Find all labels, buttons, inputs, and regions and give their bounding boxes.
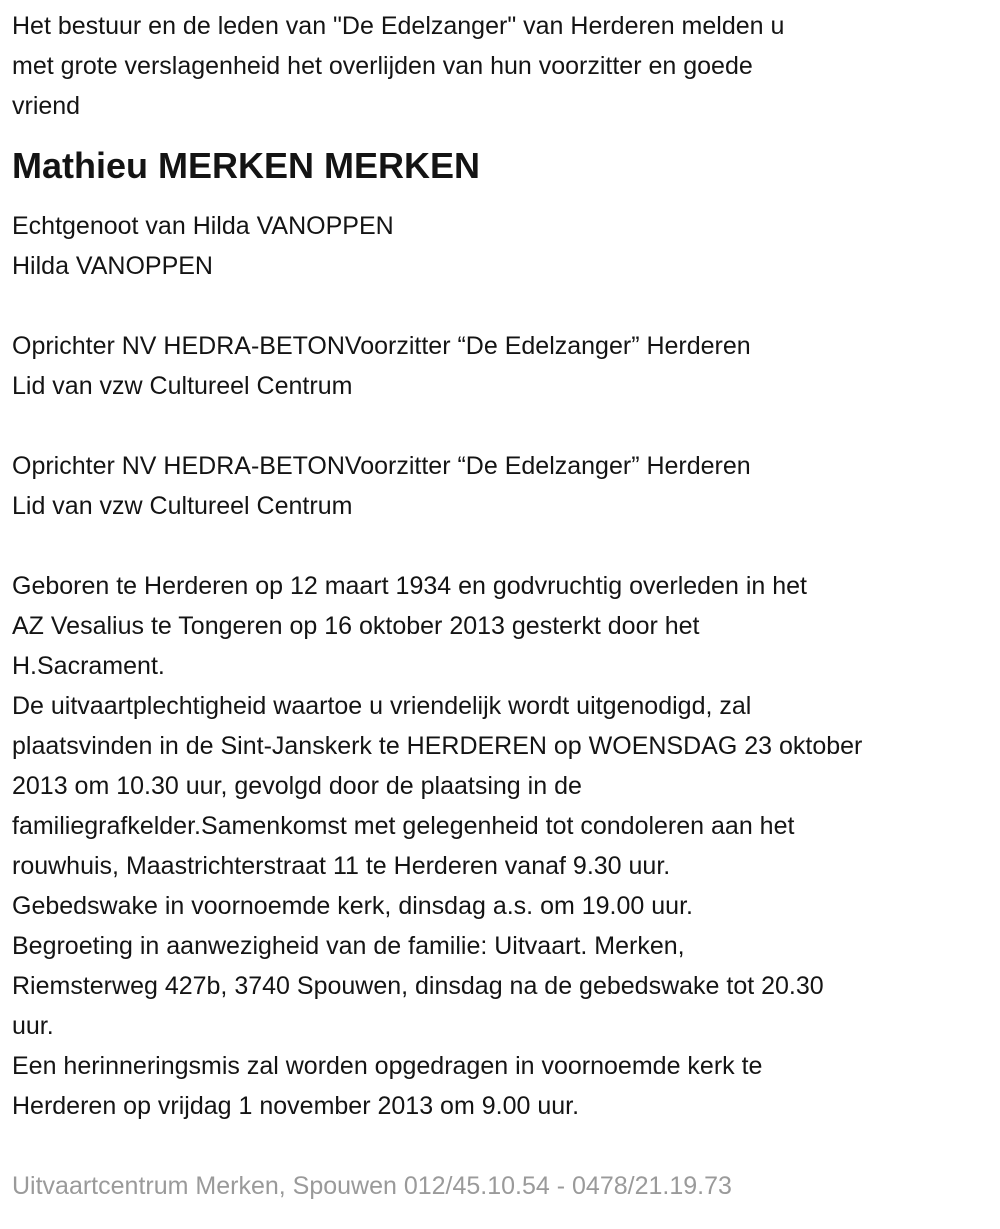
text-line: 2013 om 10.30 uur, gevolgd door de plaatsing in de [12, 772, 582, 800]
spouse-paragraph [12, 206, 997, 286]
text-line: Geboren te Herderen op 12 maart 1934 en godvruchtig overleden in het [12, 572, 807, 600]
obituary-notice [12, 6, 997, 1206]
intro-paragraph [12, 6, 997, 126]
roles-paragraph [12, 326, 997, 406]
text-line: Echtgenoot van Hilda VANOPPEN [12, 212, 394, 240]
text-line: Begroeting in aanwezigheid van de familie: Uitvaart. Merken, [12, 932, 685, 960]
text-line: Een herinneringsmis zal worden opgedragen in voornoemde kerk te [12, 1052, 763, 1080]
text-line: De uitvaartplechtigheid waartoe u vriendelijk wordt uitgenodigd, zal [12, 692, 752, 720]
text-line: uur. [12, 1012, 54, 1040]
text-line: met grote verslagenheid het overlijden van hun voorzitter en goede [12, 52, 753, 80]
text-line: H.Sacrament. [12, 652, 165, 680]
text-line: vriend [12, 92, 81, 120]
text-line: Gebedswake in voornoemde kerk, dinsdag a.s. om 19.00 uur. [12, 892, 693, 920]
deceased-name: Mathieu MERKEN MERKEN [12, 145, 481, 186]
text-line: Oprichter NV HEDRA-BETONVoorzitter “De Edelzanger” Herderen [12, 452, 751, 480]
text-line: AZ Vesalius te Tongeren op 16 oktober 2013 gesterkt door het [12, 612, 700, 640]
roles-paragraph-repeat [12, 446, 997, 526]
text-line: Lid van vzw Cultureel Centrum [12, 492, 353, 520]
text-line: Herderen op vrijdag 1 november 2013 om 9.00 uur. [12, 1092, 580, 1120]
text-line: Lid van vzw Cultureel Centrum [12, 372, 353, 400]
text-line: Hilda VANOPPEN [12, 252, 213, 280]
text-line: familiegrafkelder.Samenkomst met gelegenheid tot condoleren aan het [12, 812, 795, 840]
details-paragraph [12, 566, 997, 1126]
text-line: Riemsterweg 427b, 3740 Spouwen, dinsdag na de gebedswake tot 20.30 [12, 972, 824, 1000]
text-line: rouwhuis, Maastrichterstraat 11 te Herderen vanaf 9.30 uur. [12, 852, 671, 880]
text-line: Het bestuur en de leden van "De Edelzanger" van Herderen melden u [12, 12, 785, 40]
text-line: plaatsvinden in de Sint-Janskerk te HERDEREN op WOENSDAG 23 oktober [12, 732, 863, 760]
funeral-home-footer: Uitvaartcentrum Merken, Spouwen 012/45.10.54 - 0478/21.19.73 [12, 1172, 732, 1200]
text-line: Oprichter NV HEDRA-BETONVoorzitter “De Edelzanger” Herderen [12, 332, 751, 360]
